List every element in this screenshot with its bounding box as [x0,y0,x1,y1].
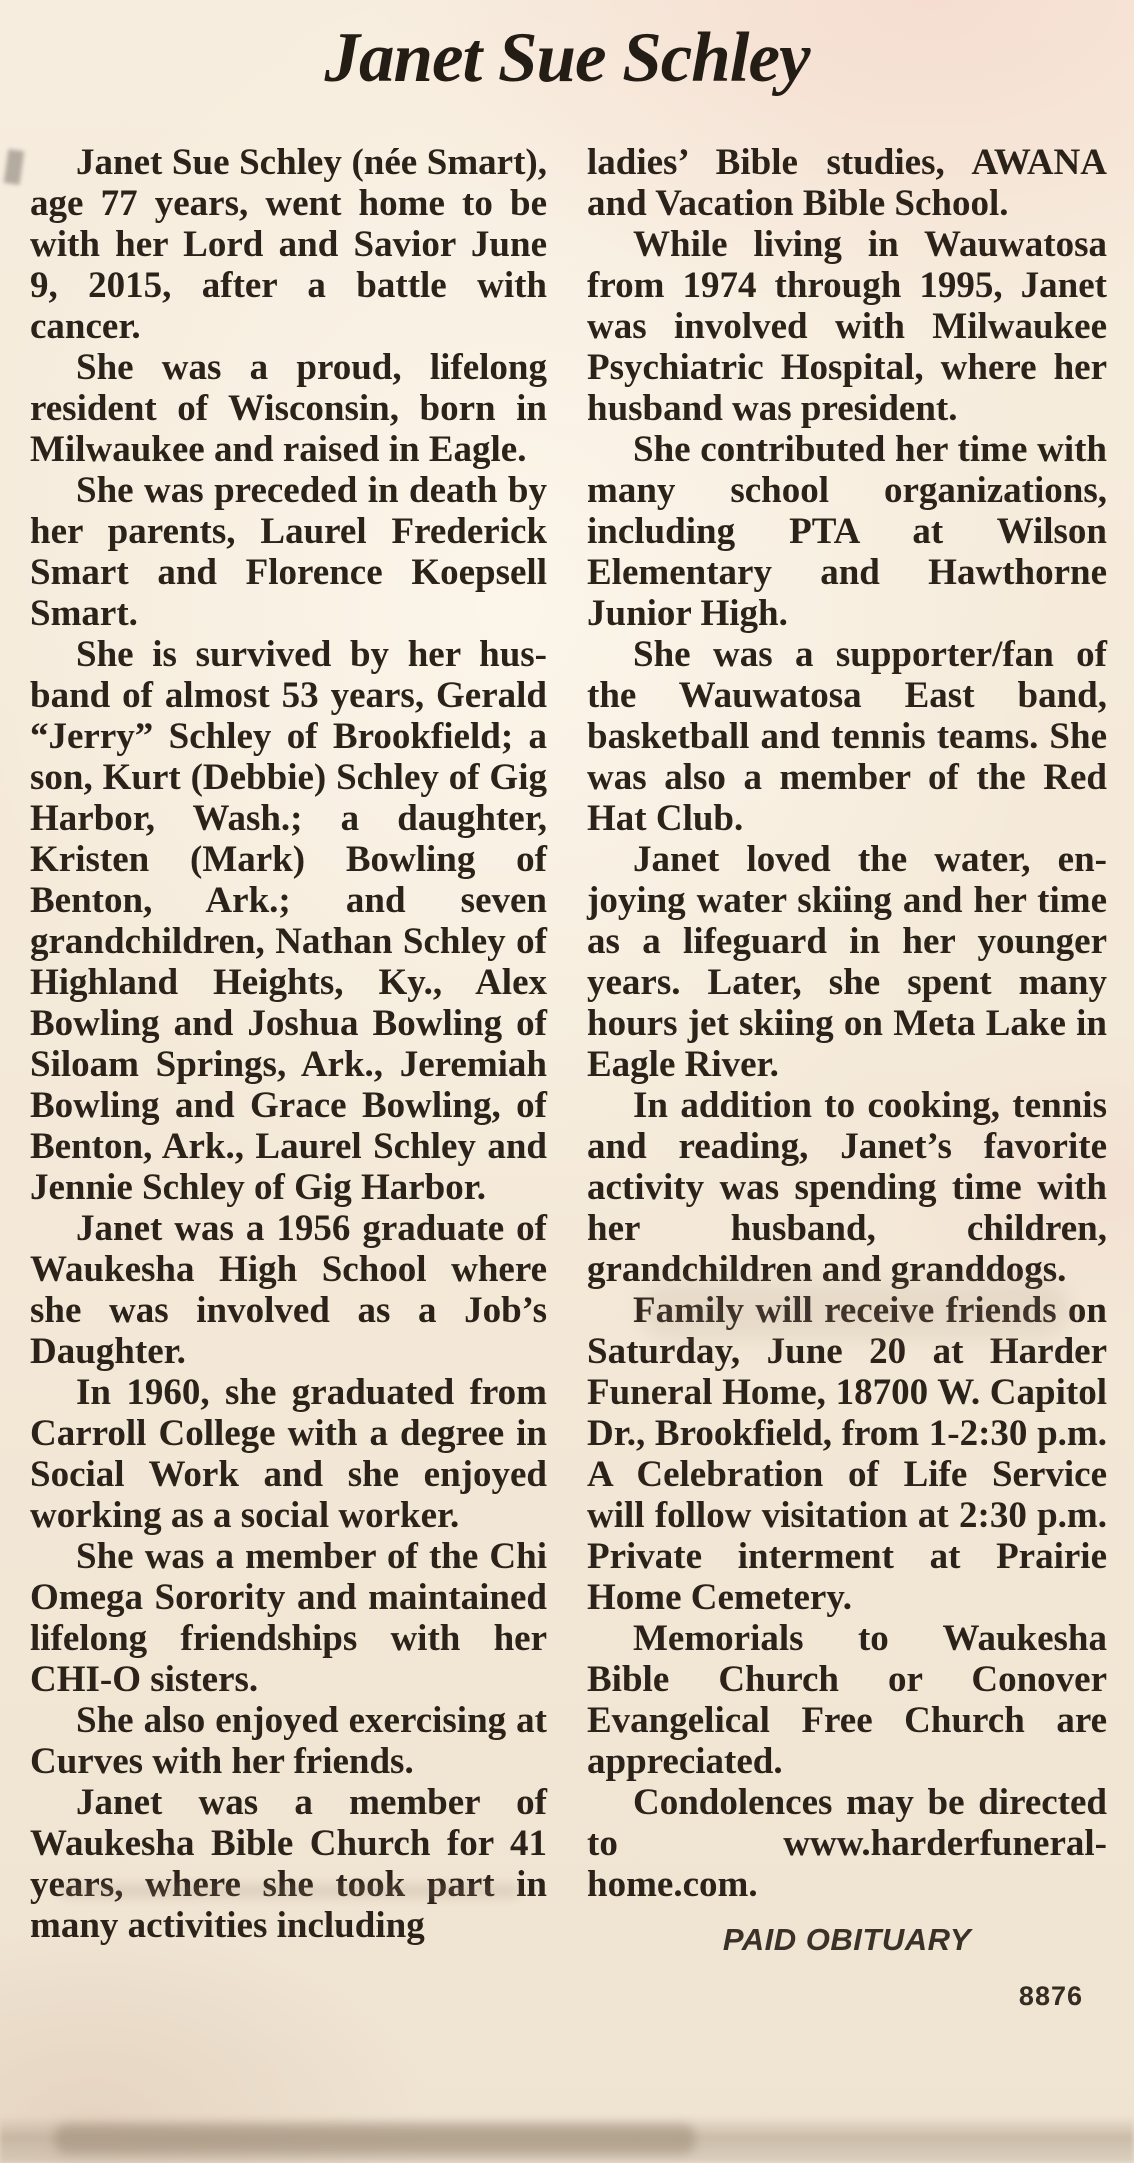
right-column-text [587,142,1107,1905]
paragraph: She also enjoyed exercising at Curves with her friends. [30,1700,547,1782]
paragraph: ladies’ Bible studies, AWANA and Vacation Bible School. [587,142,1107,224]
paragraph: Janet loved the water, enjoying water skiing and her time as a lifeguard in her younger years. Later, she spent many hours jet skiing on Meta Lake in Eagle River. [587,839,1107,1085]
paragraph: Janet was a member of Waukesha Bible Church for 41 years, where she took part in many activities including [30,1782,547,1946]
paragraph: Janet Sue Schley (née Smart), age 77 years, went home to be with her Lord and Savior June 9, 2015, after a battle with cancer. [30,142,547,347]
paragraph: She is survived by her husband of almost 53 years, Gerald “Jerry” Schley of Brookfield; a son, Kurt (Debbie) Schley of Gig Harbor, Wash.; a daughter, Kristen (Mark) Bowling of Benton, Ark.; and seven grandchildren, Nathan Schley of Highland Heights, Ky., Alex Bowling and Joshua Bowling of Siloam Springs, Ark., Jeremiah Bowling and Grace Bowling, of Benton, Ark., Laurel Schley and Jennie Schley of Gig Harbor. [30,634,547,1208]
paragraph: She was a supporter/fan of the Wauwatosa East band, basketball and tennis teams. She was also a member of the Red Hat Club. [587,634,1107,839]
paragraph: She contributed her time with many school organizations, including PTA at Wilson Elementary and Hawthorne Junior High. [587,429,1107,634]
scan-edge-mark [4,149,25,185]
obituary-title: Janet Sue Schley [324,19,810,97]
reference-number: 8876 [1018,1981,1083,2011]
paragraph: She was a member of the Chi Omega Sorority and maintained lifelong friendships with her CHI-O sisters. [30,1536,547,1700]
right-column [587,142,1107,2017]
paragraph: She was preceded in death by her parents, Laurel Frederick Smart and Florence Koepsell Smart. [30,470,547,634]
paragraph: Janet was a 1956 graduate of Waukesha High School where she was involved as a Job’s Daughter. [30,1208,547,1372]
paragraph: She was a proud, lifelong resident of Wisconsin, born in Milwaukee and raised in Eagle. [30,347,547,470]
paragraph: Memorials to Waukesha Bible Church or Conover Evangelical Free Church are appreciated. [587,1618,1107,1782]
paragraph: Family will receive friends on Saturday, June 20 at Harder Funeral Home, 18700 W. Capitol Dr., Brookfield, from 1-2:30 p.m. A Celebration of Life Service will follow visitation at 2:30 p.m. Private interment at Prairie Home Cemetery. [587,1290,1107,1618]
left-column-text [30,142,547,1946]
paper-stain [640,1280,1070,1340]
paragraph: In 1960, she graduated from Carroll College with a degree in Social Work and she enjoyed working as a social worker. [30,1372,547,1536]
paper-streak [60,1884,520,1898]
paragraph: While living in Wauwatosa from 1974 through 1995, Janet was involved with Milwaukee Psychiatric Hospital, where her husband was president. [587,224,1107,429]
left-column [30,142,547,1946]
bottom-smudge-blotch [55,2124,695,2154]
paragraph: In addition to cooking, tennis and reading, Janet’s favorite activity was spending time with her husband, children, grandchildren and granddogs. [587,1085,1107,1290]
paragraph: Condolences may be directed to www.harderfuneralhome.com. [587,1782,1107,1905]
paid-obituary-label: PAID OBITUARY [722,1922,972,1957]
